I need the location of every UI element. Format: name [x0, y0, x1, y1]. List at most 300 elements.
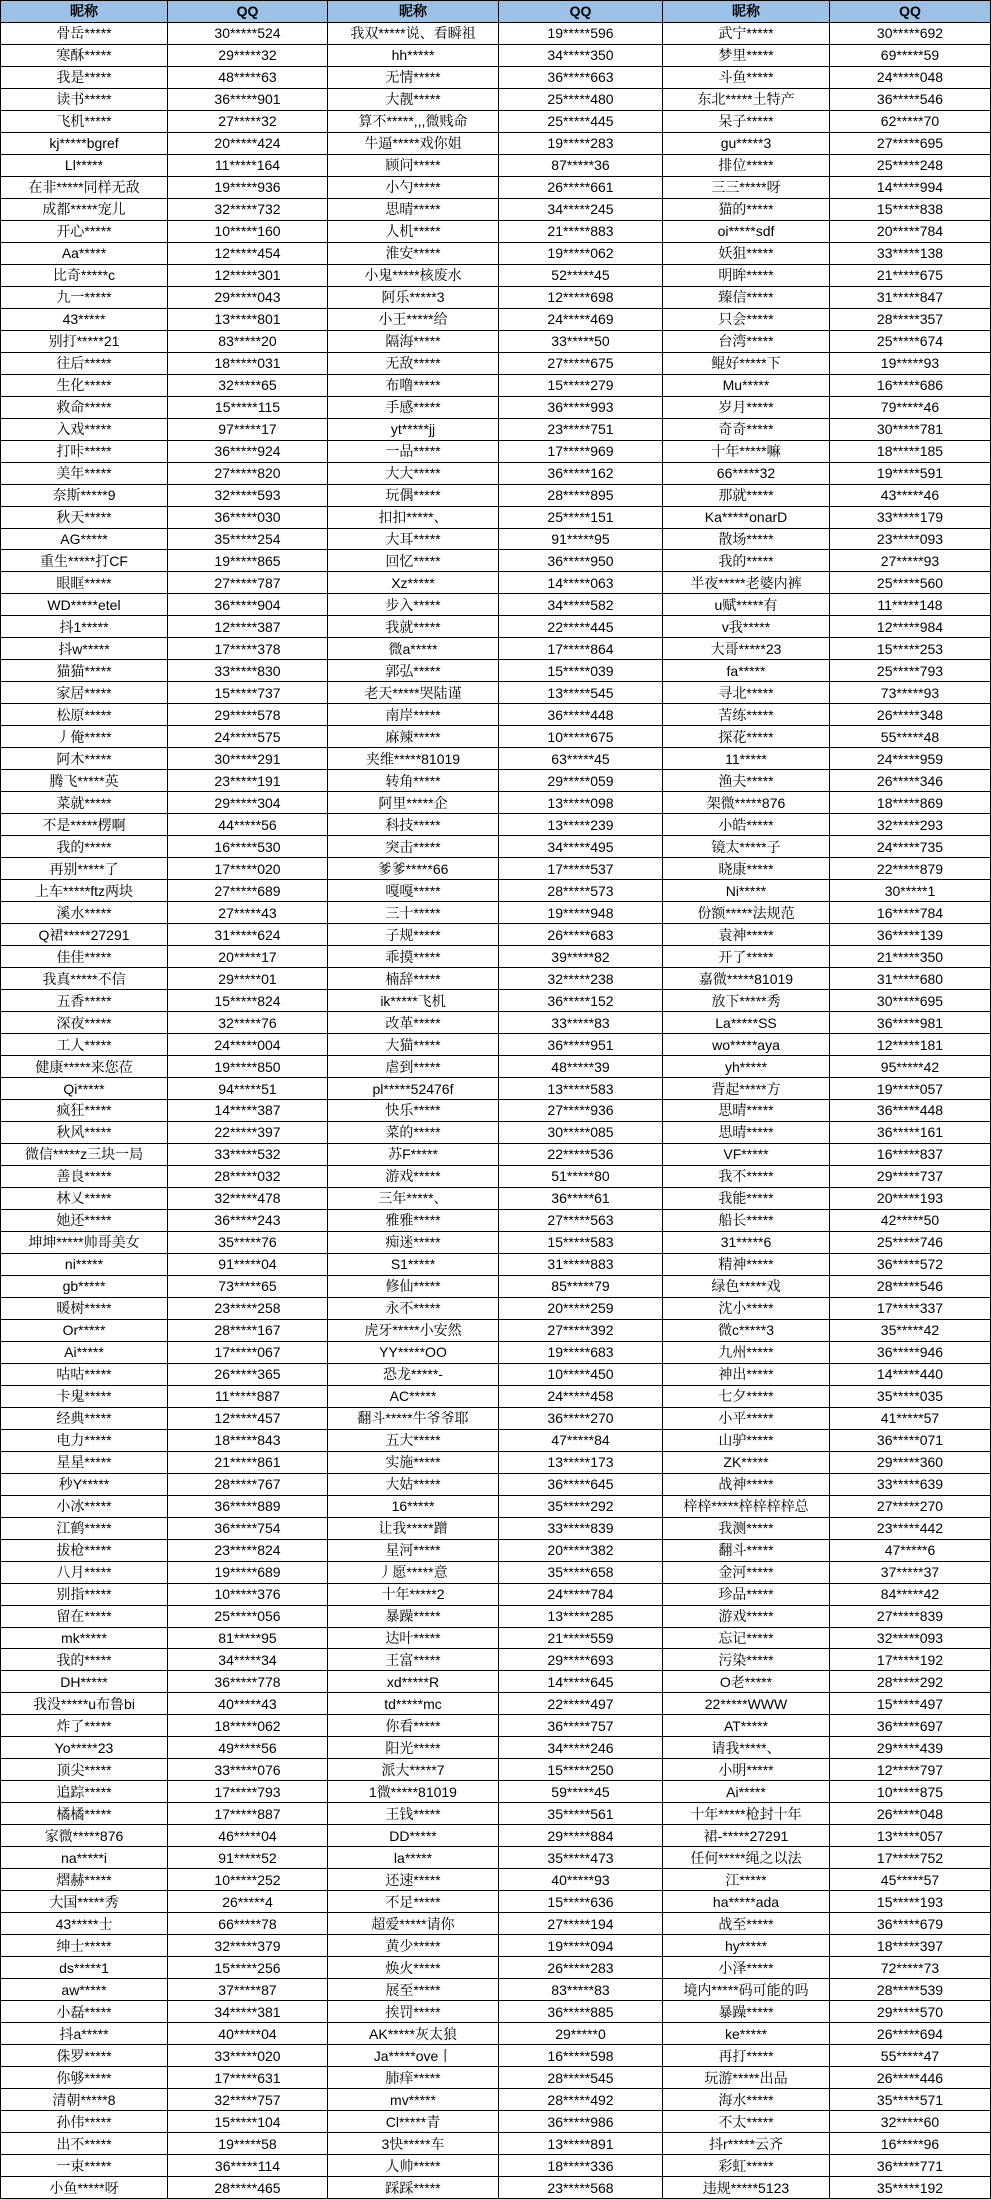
- qq-cell: 11*****887: [168, 1386, 327, 1407]
- nickname-cell: 十年*****枪封十年: [663, 1803, 829, 1824]
- qq-cell: 17*****793: [168, 1781, 327, 1802]
- nickname-cell: 鲲好*****下: [663, 353, 829, 374]
- qq-cell: 29*****304: [168, 792, 327, 813]
- nickname-cell: 呆子*****: [663, 111, 829, 132]
- qq-cell: 27*****936: [499, 1100, 662, 1121]
- nickname-cell: 阿里*****企: [328, 792, 498, 813]
- qq-cell: 19*****283: [499, 133, 662, 154]
- nickname-cell: 小王*****给: [328, 309, 498, 330]
- qq-cell: 13*****239: [499, 814, 662, 835]
- nickname-cell: 污染*****: [663, 1649, 829, 1670]
- qq-cell: 20*****259: [499, 1298, 662, 1319]
- nickname-cell: 九一*****: [1, 287, 167, 308]
- qq-cell: 19*****865: [168, 550, 327, 571]
- nickname-cell: 66*****32: [663, 463, 829, 484]
- qq-cell: 16*****530: [168, 836, 327, 857]
- nickname-cell: 留在*****: [1, 1606, 167, 1627]
- nickname-cell: Yo*****23: [1, 1737, 167, 1758]
- qq-cell: 91*****04: [168, 1254, 327, 1275]
- nickname-cell: 抖1*****: [1, 616, 167, 637]
- qq-cell: 29*****884: [499, 1825, 662, 1846]
- nickname-cell: aw*****: [1, 1979, 167, 2000]
- qq-cell: 32*****76: [168, 1012, 327, 1033]
- nickname-cell: 一束*****: [1, 2155, 167, 2176]
- qq-cell: 36*****981: [830, 1012, 990, 1033]
- qq-cell: 17*****378: [168, 638, 327, 659]
- nickname-cell: na*****i: [1, 1847, 167, 1868]
- nickname-cell: 大靓*****: [328, 89, 498, 110]
- qq-cell: 15*****737: [168, 682, 327, 703]
- nickname-cell: 让我*****蹭: [328, 1518, 498, 1539]
- qq-cell: 27*****563: [499, 1210, 662, 1231]
- qq-cell: 16*****598: [499, 2045, 662, 2066]
- qq-cell: 24*****458: [499, 1386, 662, 1407]
- qq-cell: 42*****50: [830, 1210, 990, 1231]
- qq-cell: 24*****004: [168, 1034, 327, 1055]
- qq-cell: 36*****139: [830, 924, 990, 945]
- qq-cell: 29*****32: [168, 45, 327, 66]
- qq-cell: 37*****37: [830, 1562, 990, 1583]
- nickname-cell: 奇奇*****: [663, 419, 829, 440]
- qq-cell: 37*****87: [168, 1979, 327, 2000]
- qq-cell: 14*****440: [830, 1364, 990, 1385]
- qq-cell: 15*****497: [830, 1693, 990, 1714]
- nickname-cell: 疯狂*****: [1, 1100, 167, 1121]
- nickname-cell: 永不*****: [328, 1298, 498, 1319]
- qq-cell: 13*****173: [499, 1452, 662, 1473]
- nickname-cell: 焕火*****: [328, 1957, 498, 1978]
- qq-cell: 33*****839: [499, 1518, 662, 1539]
- header-qq: QQ: [168, 1, 327, 22]
- nickname-cell: hy*****: [663, 1935, 829, 1956]
- qq-cell: 73*****65: [168, 1276, 327, 1297]
- nickname-cell: 深夜*****: [1, 1012, 167, 1033]
- qq-cell: 28*****895: [499, 485, 662, 506]
- qq-cell: 59*****45: [499, 1781, 662, 1802]
- nickname-cell: 开心*****: [1, 221, 167, 242]
- qq-cell: 17*****864: [499, 638, 662, 659]
- nickname-cell: 妖狙*****: [663, 243, 829, 264]
- nickname-cell: 背起*****方: [663, 1078, 829, 1099]
- qq-cell: 36*****904: [168, 594, 327, 615]
- qq-cell: 26*****446: [830, 2067, 990, 2088]
- nickname-cell: mv*****: [328, 2089, 498, 2110]
- nickname-cell: 江*****: [663, 1869, 829, 1890]
- qq-cell: 18*****843: [168, 1430, 327, 1451]
- qq-cell: 28*****167: [168, 1320, 327, 1341]
- qq-cell: 13*****583: [499, 1078, 662, 1099]
- nickname-cell: 她还*****: [1, 1210, 167, 1231]
- qq-cell: 35*****42: [830, 1320, 990, 1341]
- nickname-cell: u赋*****有: [663, 594, 829, 615]
- qq-cell: 36*****270: [499, 1408, 662, 1429]
- nickname-cell: 七夕*****: [663, 1386, 829, 1407]
- nickname-cell: DH*****: [1, 1671, 167, 1692]
- qq-cell: 26*****283: [499, 1957, 662, 1978]
- qq-cell: 28*****546: [830, 1276, 990, 1297]
- nickname-cell: 秋天*****: [1, 507, 167, 528]
- nickname-cell: 回忆*****: [328, 550, 498, 571]
- qq-cell: 28*****545: [499, 2067, 662, 2088]
- nickname-cell: 橘橘*****: [1, 1803, 167, 1824]
- qq-cell: 72*****73: [830, 1957, 990, 1978]
- nickname-cell: 大耳*****: [328, 529, 498, 550]
- nickname-cell: S1*****: [328, 1254, 498, 1275]
- nickname-cell: AK*****灰太狼: [328, 2023, 498, 2044]
- qq-cell: 36*****771: [830, 2155, 990, 2176]
- qq-cell: 33*****076: [168, 1759, 327, 1780]
- qq-cell: 14*****645: [499, 1671, 662, 1692]
- qq-cell: 30*****695: [830, 990, 990, 1011]
- qq-cell: 27*****689: [168, 880, 327, 901]
- nickname-cell: 暖树*****: [1, 1298, 167, 1319]
- qq-cell: 32*****593: [168, 485, 327, 506]
- qq-cell: 29*****0: [499, 2023, 662, 2044]
- qq-cell: 12*****797: [830, 1759, 990, 1780]
- nickname-cell: 神出*****: [663, 1364, 829, 1385]
- nickname-cell: 翻斗*****牛爷爷耶: [328, 1408, 498, 1429]
- qq-cell: 20*****424: [168, 133, 327, 154]
- nickname-cell: 肺痒*****: [328, 2067, 498, 2088]
- qq-cell: 28*****492: [499, 2089, 662, 2110]
- nickname-cell: 炸了*****: [1, 1715, 167, 1736]
- nickname-cell: 境内*****码可能的吗: [663, 1979, 829, 2000]
- nickname-cell: 王富*****: [328, 1649, 498, 1670]
- qq-cell: 12*****181: [830, 1034, 990, 1055]
- nickname-cell: ha*****ada: [663, 1891, 829, 1912]
- qq-cell: 15*****636: [499, 1891, 662, 1912]
- qq-cell: 36*****754: [168, 1518, 327, 1539]
- nickname-cell: td*****mc: [328, 1693, 498, 1714]
- nickname-cell: 我双*****说、看瞬祖: [328, 23, 498, 44]
- nickname-cell: 战至*****: [663, 1913, 829, 1934]
- nickname-cell: 放下*****秀: [663, 990, 829, 1011]
- qq-cell: 30*****524: [168, 23, 327, 44]
- nickname-cell: 美年*****: [1, 463, 167, 484]
- qq-cell: 35*****292: [499, 1496, 662, 1517]
- nickname-cell: 痴迷*****: [328, 1232, 498, 1253]
- qq-cell: 24*****959: [830, 748, 990, 769]
- nickname-cell: 南岸*****: [328, 704, 498, 725]
- qq-cell: 36*****986: [499, 2111, 662, 2132]
- qq-cell: 48*****39: [499, 1056, 662, 1077]
- nickname-cell: 渔夫*****: [663, 770, 829, 791]
- qq-cell: 17*****752: [830, 1847, 990, 1868]
- nickname-cell: 侏罗*****: [1, 2045, 167, 2066]
- qq-cell: 10*****450: [499, 1364, 662, 1385]
- nickname-cell: Ja*****ove丨: [328, 2045, 498, 2066]
- qq-cell: 31*****624: [168, 924, 327, 945]
- qq-cell: 23*****258: [168, 1298, 327, 1319]
- nickname-cell: 派大*****7: [328, 1759, 498, 1780]
- qq-cell: 27*****194: [499, 1913, 662, 1934]
- nickname-cell: 扣扣*****、: [328, 507, 498, 528]
- qq-cell: 28*****767: [168, 1474, 327, 1495]
- qq-cell: 33*****138: [830, 243, 990, 264]
- nickname-cell: 子规*****: [328, 924, 498, 945]
- qq-cell: 25*****793: [830, 660, 990, 681]
- nickname-cell: 我真*****不信: [1, 968, 167, 989]
- qq-cell: 23*****824: [168, 1540, 327, 1561]
- qq-cell: 55*****47: [830, 2045, 990, 2066]
- qq-cell: 51*****80: [499, 1166, 662, 1187]
- nickname-cell: 小磊*****: [1, 2001, 167, 2022]
- nickname-cell: 上车*****ftz两块: [1, 880, 167, 901]
- nickname-cell: 无情*****: [328, 67, 498, 88]
- nickname-cell: 排位*****: [663, 155, 829, 176]
- qq-cell: 29*****439: [830, 1737, 990, 1758]
- qq-cell: 94*****51: [168, 1078, 327, 1099]
- nickname-cell: 算不*****,,,微贱命: [328, 111, 498, 132]
- nickname-cell: 救命*****: [1, 397, 167, 418]
- nickname-cell: 菜就*****: [1, 792, 167, 813]
- nickname-cell: 不足*****: [328, 1891, 498, 1912]
- header-qq: QQ: [830, 1, 990, 22]
- nickname-cell: 玩偶*****: [328, 485, 498, 506]
- nickname-cell: 大国*****秀: [1, 1891, 167, 1912]
- qq-cell: 23*****093: [830, 529, 990, 550]
- nickname-cell: 抖w*****: [1, 638, 167, 659]
- qq-cell: 32*****757: [168, 2089, 327, 2110]
- nickname-cell: 八月*****: [1, 1562, 167, 1583]
- nickname-cell: Ai*****: [1, 1342, 167, 1363]
- qq-cell: 33*****179: [830, 507, 990, 528]
- nickname-cell: 明眸*****: [663, 265, 829, 286]
- qq-cell: 22*****397: [168, 1122, 327, 1143]
- qq-cell: 13*****891: [499, 2133, 662, 2154]
- nickname-cell: 小勺*****: [328, 177, 498, 198]
- qq-cell: 36*****885: [499, 2001, 662, 2022]
- nickname-cell: 超爱*****请你: [328, 1913, 498, 1934]
- qq-cell: 26*****048: [830, 1803, 990, 1824]
- nickname-cell: 16*****: [328, 1496, 498, 1517]
- qq-cell: 19*****062: [499, 243, 662, 264]
- qq-cell: 22*****445: [499, 616, 662, 637]
- nickname-cell: 松原*****: [1, 704, 167, 725]
- nickname-cell: 菜的*****: [328, 1122, 498, 1143]
- qq-cell: 32*****093: [830, 1628, 990, 1649]
- nickname-cell: 踩踩*****: [328, 2177, 498, 2198]
- qq-cell: 32*****732: [168, 199, 327, 220]
- nickname-cell: 小明*****: [663, 1759, 829, 1780]
- qq-cell: 27*****43: [168, 902, 327, 923]
- qq-cell: 34*****350: [499, 45, 662, 66]
- qq-cell: 20*****382: [499, 1540, 662, 1561]
- nickname-cell: 咕咕*****: [1, 1364, 167, 1385]
- qq-cell: 19*****057: [830, 1078, 990, 1099]
- qq-cell: 36*****778: [168, 1671, 327, 1692]
- nickname-cell: 玩游*****出品: [663, 2067, 829, 2088]
- qq-cell: 31*****883: [499, 1254, 662, 1275]
- nickname-cell: 科技*****: [328, 814, 498, 835]
- nickname-cell: 快乐*****: [328, 1100, 498, 1121]
- qq-cell: 13*****098: [499, 792, 662, 813]
- qq-cell: 10*****875: [830, 1781, 990, 1802]
- qq-cell: 14*****387: [168, 1100, 327, 1121]
- qq-cell: 11*****148: [830, 594, 990, 615]
- qq-cell: 36*****951: [499, 1034, 662, 1055]
- nickname-cell: 绿色*****戏: [663, 1276, 829, 1297]
- qq-cell: 36*****61: [499, 1188, 662, 1209]
- nickname-cell: 恐龙*****-: [328, 1364, 498, 1385]
- qq-cell: 83*****83: [499, 1979, 662, 2000]
- qq-cell: 29*****360: [830, 1452, 990, 1473]
- nickname-cell: 别打*****21: [1, 331, 167, 352]
- nickname-cell: 裙-*****27291: [663, 1825, 829, 1846]
- qq-cell: 12*****387: [168, 616, 327, 637]
- qq-cell: 69*****59: [830, 45, 990, 66]
- qq-cell: 85*****79: [499, 1276, 662, 1297]
- qq-cell: 17*****337: [830, 1298, 990, 1319]
- qq-cell: 11*****164: [168, 155, 327, 176]
- nickname-cell: 一品*****: [328, 441, 498, 462]
- qq-cell: 21*****675: [830, 265, 990, 286]
- nickname-cell: 苏F*****: [328, 1144, 498, 1165]
- nickname-cell: 阿乐*****3: [328, 287, 498, 308]
- nickname-cell: 步入*****: [328, 594, 498, 615]
- nickname-cell: 游戏*****: [663, 1606, 829, 1627]
- nickname-cell: 五大*****: [328, 1430, 498, 1451]
- qq-cell: 23*****568: [499, 2177, 662, 2198]
- nickname-cell: xd*****R: [328, 1671, 498, 1692]
- nickname-cell: 再打*****: [663, 2045, 829, 2066]
- nickname-cell: fa*****: [663, 660, 829, 681]
- nickname-cell: 大大*****: [328, 463, 498, 484]
- qq-cell: 33*****83: [499, 1012, 662, 1033]
- nickname-cell: 小冰*****: [1, 1496, 167, 1517]
- qq-cell: 36*****161: [830, 1122, 990, 1143]
- qq-cell: 29*****01: [168, 968, 327, 989]
- nickname-cell: 你够*****: [1, 2067, 167, 2088]
- qq-cell: 30*****692: [830, 23, 990, 44]
- nickname-cell: 江鹤*****: [1, 1518, 167, 1539]
- qq-cell: 12*****984: [830, 616, 990, 637]
- nickname-cell: 1微*****81019: [328, 1781, 498, 1802]
- nickname-cell: Mu*****: [663, 375, 829, 396]
- nickname-cell: hh*****: [328, 45, 498, 66]
- qq-cell: 27*****787: [168, 572, 327, 593]
- nickname-cell: 游戏*****: [328, 1166, 498, 1187]
- nickname-cell: 经典*****: [1, 1408, 167, 1429]
- nickname-cell: 虎牙*****小安然: [328, 1320, 498, 1341]
- qq-cell: 22*****536: [499, 1144, 662, 1165]
- qq-cell: 35*****035: [830, 1386, 990, 1407]
- nickname-cell: 暴躁*****: [328, 1606, 498, 1627]
- nickname-cell: 斗鱼*****: [663, 67, 829, 88]
- qq-cell: 19*****591: [830, 463, 990, 484]
- nickname-cell: 小皓*****: [663, 814, 829, 835]
- nickname-cell: 嘉微*****81019: [663, 968, 829, 989]
- qq-cell: 32*****238: [499, 968, 662, 989]
- qq-cell: 40*****93: [499, 1869, 662, 1890]
- nickname-cell: 小鬼*****核废水: [328, 265, 498, 286]
- qq-cell: 39*****82: [499, 946, 662, 967]
- qq-cell: 26*****346: [830, 770, 990, 791]
- qq-cell: 45*****57: [830, 1869, 990, 1890]
- qq-cell: 20*****193: [830, 1188, 990, 1209]
- qq-cell: 49*****56: [168, 1737, 327, 1758]
- qq-cell: 40*****04: [168, 2023, 327, 2044]
- qq-cell: 17*****631: [168, 2067, 327, 2088]
- qq-cell: 36*****162: [499, 463, 662, 484]
- nickname-cell: 臻信*****: [663, 287, 829, 308]
- nickname-cell: 九州*****: [663, 1342, 829, 1363]
- nickname-cell: 成都*****宠儿: [1, 199, 167, 220]
- qq-cell: 35*****571: [830, 2089, 990, 2110]
- qq-cell: 21*****861: [168, 1452, 327, 1473]
- nickname-cell: ik*****飞机: [328, 990, 498, 1011]
- qq-cell: 16*****784: [830, 902, 990, 923]
- qq-cell: 33*****639: [830, 1474, 990, 1495]
- qq-cell: 36*****950: [499, 550, 662, 571]
- nickname-cell: yt*****jj: [328, 419, 498, 440]
- qq-cell: 15*****824: [168, 990, 327, 1011]
- nickname-cell: 别指*****: [1, 1584, 167, 1605]
- qq-cell: 31*****847: [830, 287, 990, 308]
- nickname-cell: pl*****52476f: [328, 1078, 498, 1099]
- nickname-cell: 不是*****楞啊: [1, 814, 167, 835]
- qq-cell: 29*****570: [830, 2001, 990, 2022]
- qq-cell: 18*****062: [168, 1715, 327, 1736]
- qq-cell: 26*****683: [499, 924, 662, 945]
- nickname-cell: 海水*****: [663, 2089, 829, 2110]
- nickname-cell: 思晴*****: [663, 1100, 829, 1121]
- nickname-cell: 眼眶*****: [1, 572, 167, 593]
- nickname-cell: 猫的*****: [663, 199, 829, 220]
- qq-cell: 15*****039: [499, 660, 662, 681]
- nickname-cell: ke*****: [663, 2023, 829, 2044]
- nickname-cell: 猫猫*****: [1, 660, 167, 681]
- qq-cell: 32*****65: [168, 375, 327, 396]
- nickname-cell: 我能*****: [663, 1188, 829, 1209]
- qq-cell: 19*****094: [499, 1935, 662, 1956]
- nickname-cell: YY*****OO: [328, 1342, 498, 1363]
- nickname-cell: Cl*****青: [328, 2111, 498, 2132]
- nickname-cell: 秒Y*****: [1, 1474, 167, 1495]
- nickname-cell: 工人*****: [1, 1034, 167, 1055]
- nickname-cell: 腾飞*****英: [1, 770, 167, 791]
- qq-cell: 15*****193: [830, 1891, 990, 1912]
- qq-cell: 33*****830: [168, 660, 327, 681]
- nickname-cell: 我没*****u布鲁bi: [1, 1693, 167, 1714]
- nickname-cell: 忘记*****: [663, 1628, 829, 1649]
- nickname-cell: 爹爹*****66: [328, 858, 498, 879]
- nickname-cell: 探花*****: [663, 726, 829, 747]
- nickname-cell: VF*****: [663, 1144, 829, 1165]
- nickname-cell: 林乂*****: [1, 1188, 167, 1209]
- nickname-cell: 达叶*****: [328, 1628, 498, 1649]
- qq-cell: 16*****837: [830, 1144, 990, 1165]
- nickname-cell: 精神*****: [663, 1254, 829, 1275]
- nickname-cell: 份额*****法规范: [663, 902, 829, 923]
- nickname-cell: 坤坤*****帅哥美女: [1, 1232, 167, 1253]
- qq-cell: 35*****192: [830, 2177, 990, 2198]
- qq-cell: 36*****546: [830, 89, 990, 110]
- nickname-cell: 突击*****: [328, 836, 498, 857]
- qq-cell: 24*****575: [168, 726, 327, 747]
- qq-cell: 95*****42: [830, 1056, 990, 1077]
- qq-cell: 23*****442: [830, 1518, 990, 1539]
- qq-cell: 25*****560: [830, 572, 990, 593]
- nickname-cell: 善良*****: [1, 1166, 167, 1187]
- qq-cell: 36*****901: [168, 89, 327, 110]
- nickname-cell: 重生*****打CF: [1, 550, 167, 571]
- qq-cell: 91*****52: [168, 1847, 327, 1868]
- qq-cell: 47*****84: [499, 1430, 662, 1451]
- qq-cell: 40*****43: [168, 1693, 327, 1714]
- nickname-cell: 还速*****: [328, 1869, 498, 1890]
- nickname-cell: 寒酥*****: [1, 45, 167, 66]
